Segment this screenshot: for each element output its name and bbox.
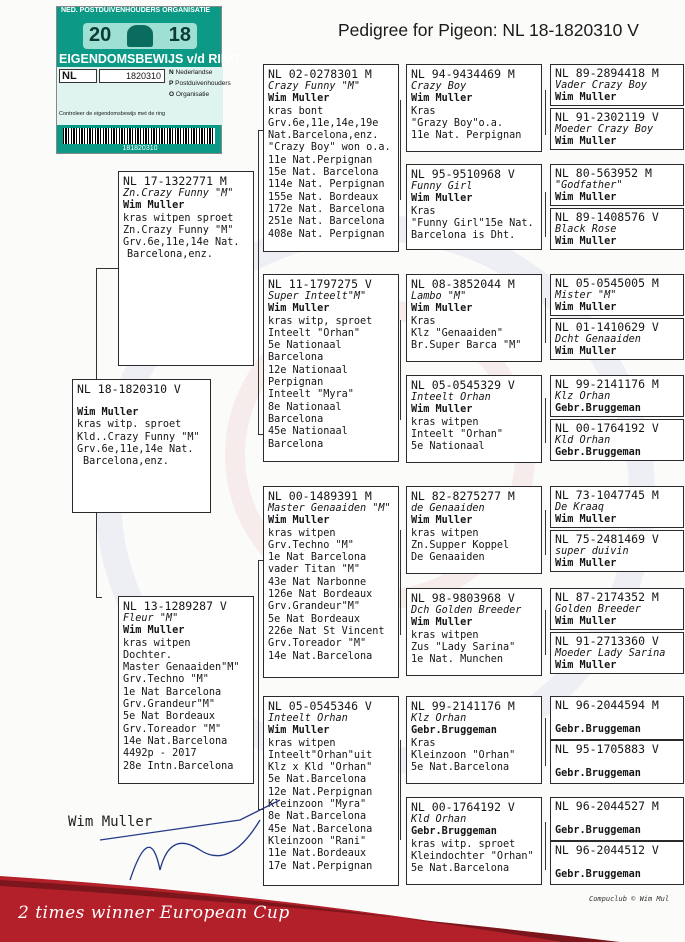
pigeon-name: Moeder Crazy Boy <box>555 124 654 135</box>
owner: Wim Muller <box>555 302 617 314</box>
info-line: Kleinzoon "Orhan" <box>411 749 516 761</box>
pigeon-sire <box>118 171 254 366</box>
info-line: 17e Nat.Perpignan <box>268 860 373 872</box>
info-line: 226e Nat St Vincent <box>268 625 385 637</box>
pigeon-name: Crazy Funny "M" <box>268 81 361 92</box>
ring-number: NL 95-9510968 V <box>411 167 515 181</box>
pigeon-g6 <box>550 318 684 360</box>
info-line: 43e Nat Narbonne <box>268 576 367 588</box>
info-line: De Genaaiden <box>411 552 485 564</box>
info-line: 15e Nat. Barcelona <box>268 167 379 179</box>
owner: Wim Muller <box>555 514 617 526</box>
pigeon-ggp7 <box>406 696 542 784</box>
ring-number: NL 91-2713360 V <box>555 634 659 648</box>
info-line: 172e Nat. Barcelona <box>268 203 385 215</box>
pigeon-name: de Genaaiden <box>411 503 485 514</box>
pigeon-name: Crazy Boy <box>411 81 467 92</box>
info-line: 11e Nat. Perpignan <box>411 130 522 142</box>
pigeon-name: Klz Orhan <box>411 713 467 724</box>
ring-number: NL 96-2044527 M <box>555 799 659 813</box>
pigeon-name: Black Rose <box>555 224 617 235</box>
info-line: Barcelona <box>268 438 324 450</box>
ring-number: NL 01-1410629 V <box>555 320 659 334</box>
pigeon-name: Klz Orhan <box>555 391 611 402</box>
owner: Wim Muller <box>123 200 185 212</box>
signature-name: Wim Muller <box>68 814 153 830</box>
info-line: Kleinzoon "Myra" <box>268 799 367 811</box>
info-line: Inteelt"Orhan"uit <box>268 749 373 761</box>
info-line: 5e Nationaal <box>268 340 342 352</box>
info-line: "Crazy Boy" won o.a. <box>268 142 391 154</box>
info-line: 1e Nat. Munchen <box>411 654 504 666</box>
pigeon-dam <box>118 596 254 784</box>
footer-credit: Compuclub © Wim Mul <box>589 895 670 903</box>
info-line: Grv.6e,11e,14e,19e <box>268 117 379 129</box>
pigeon-name <box>555 813 679 825</box>
info-line: 11e Nat.Bordeaux <box>268 848 367 860</box>
ring-number: NL 99-2141176 M <box>411 699 515 713</box>
info-line: 1e Nat Barcelona <box>123 686 222 698</box>
info-line: Kras <box>411 205 436 217</box>
pigeon-name: Dcht Genaaiden <box>555 334 641 345</box>
ring-number: NL 11-1797275 V <box>268 277 372 291</box>
pigeon-name: "Godfather" <box>555 180 623 191</box>
info-line: Br.Super Barca "M" <box>411 340 522 352</box>
info-line: Nat.Barcelona,enz. <box>268 130 379 142</box>
info-line: kras witpen <box>411 629 479 641</box>
owner: Wim Muller <box>268 303 330 315</box>
card-year-right: 18 <box>168 24 191 46</box>
info-line: Kras <box>411 737 436 749</box>
info-line: 4492p - 2017 <box>123 748 197 760</box>
connector-line <box>400 100 401 200</box>
info-line: Barcelona is Dht. <box>411 230 516 242</box>
info-line: 12e Nat.Perpignan <box>268 786 373 798</box>
pigeon-g14 <box>550 740 684 784</box>
owner: Wim Muller <box>411 303 473 315</box>
connector-line <box>96 597 102 598</box>
info-line: Grv.Toreador "M" <box>268 638 367 650</box>
connector-line <box>545 90 546 135</box>
pigeon-g8 <box>550 419 684 461</box>
info-line: Grv.Techno "M" <box>123 674 209 686</box>
ring-number: NL 17-1322771 M <box>123 174 227 188</box>
pigeon-g4 <box>550 208 684 250</box>
pigeon-g7 <box>550 375 684 417</box>
pigeon-name: Fleur "M" <box>123 613 179 624</box>
info-line: Perpignan <box>268 377 324 389</box>
ring-number: NL 91-2302119 V <box>555 110 659 124</box>
info-line: Zn.Supper Koppel <box>411 539 510 551</box>
card-barcode <box>63 128 215 144</box>
owner: Wim Muller <box>268 725 330 737</box>
ring-number: NL 80-563952 M <box>555 166 652 180</box>
card-year-badge <box>83 23 197 49</box>
connector-line <box>545 298 546 343</box>
owner: Wim Muller <box>268 515 330 527</box>
pigeon-g11 <box>550 588 684 630</box>
pigeon-name: super duivin <box>555 546 629 557</box>
info-line: Kleindochter "Orhan" <box>411 850 534 862</box>
owner: Wim Muller <box>555 92 617 104</box>
info-line: Dochter. <box>123 649 173 661</box>
ring-number: NL 13-1289287 V <box>123 599 227 613</box>
pigeon-name: De Kraaq <box>555 502 605 513</box>
info-line: kras witpen <box>411 416 479 428</box>
pigeon-name: Lambo "M" <box>411 291 467 302</box>
ring-number: NL 75-2481469 V <box>555 532 659 546</box>
info-line: Grv.6e,11e,14e Nat. <box>123 237 240 249</box>
info-line: 8e Nat.Barcelona <box>268 811 367 823</box>
connector-line <box>400 320 401 420</box>
info-line: 408e Nat. Perpignan <box>268 228 385 240</box>
ring-number: NL 00-1764192 V <box>555 421 659 435</box>
owner: Wim Muller <box>411 617 473 629</box>
card-letter-o: O Organisatie <box>169 91 210 98</box>
card-letter-n: N Nederlandse <box>169 69 213 76</box>
info-line: 8e Nationaal <box>268 401 342 413</box>
info-line: vader Titan "M" <box>268 564 361 576</box>
owner: Gebr.Bruggeman <box>555 447 641 459</box>
pigeon-name: Master Genaaiden "M" <box>268 503 391 514</box>
info-line: 114e Nat. Perpignan <box>268 179 385 191</box>
ring-number: NL 02-0278301 M <box>268 67 372 81</box>
pigeon-g12 <box>550 632 684 674</box>
pigeon-name: Kld Orhan <box>411 814 467 825</box>
info-line: Barcelona <box>268 352 324 364</box>
info-line: Kras <box>411 315 436 327</box>
owner: Gebr.Bruggeman <box>555 403 641 415</box>
ring-number: NL 99-2141176 M <box>555 377 659 391</box>
connector-line <box>545 510 546 555</box>
pigeon-ggp5 <box>406 486 542 574</box>
info-line: kras witp. sproet <box>411 838 516 850</box>
info-line: 14e Nat.Barcelona <box>268 650 373 662</box>
pigeon-ggp3 <box>406 274 542 362</box>
pigeon-g5 <box>550 274 684 316</box>
pigeon-main <box>72 379 211 513</box>
ring-number: NL 05-0545329 V <box>411 378 515 392</box>
info-line: Kras <box>411 105 436 117</box>
ring-number: NL 96-2044594 M <box>555 698 659 712</box>
owner: Wim Muller <box>268 93 330 105</box>
ring-number: NL 89-2894418 M <box>555 66 659 80</box>
pigeon-g2 <box>550 108 684 150</box>
owner: Wim Muller <box>555 616 617 628</box>
info-line: Barcelona <box>268 413 324 425</box>
pigeon-g9 <box>550 486 684 528</box>
pigeon-name: Super Inteelt"M" <box>268 291 367 302</box>
connector-line <box>258 560 259 810</box>
info-line: 45e Nat.Barcelona <box>268 823 373 835</box>
info-line: Grv.Grandeur"M" <box>268 601 361 613</box>
ring-number: NL 98-9803968 V <box>411 591 515 605</box>
info-line: 12e Nationaal <box>268 364 348 376</box>
owner: Wim Muller <box>555 346 617 358</box>
info-line: Grv.Techno "M" <box>268 539 354 551</box>
pigeon-name: Golden Breeder <box>555 604 641 615</box>
ring-number: NL 82-8275277 M <box>411 489 515 503</box>
info-line: "Grazy Boy"o.a. <box>411 117 504 129</box>
info-line: Grv.Grandeur"M" <box>123 699 216 711</box>
page-title: Pedigree for Pigeon: NL 18-1820310 V <box>338 20 639 40</box>
pigeon-name: Mister "M" <box>555 290 617 301</box>
info-line: Inteelt "Myra" <box>268 389 354 401</box>
pigeon-name: Funny Girl <box>411 181 473 192</box>
connector-line <box>96 268 118 269</box>
info-line: Zus "Lady Sarina" <box>411 641 516 653</box>
owner: Gebr.Bruggeman <box>555 869 641 880</box>
pigeon-ggp4 <box>406 375 542 463</box>
info-line: Kld..Crazy Funny "M" <box>77 431 200 443</box>
info-line: kras witp, sproet <box>268 315 373 327</box>
owner: Wim Muller <box>555 236 617 248</box>
card-country: NL <box>62 70 77 82</box>
connector-line <box>545 610 546 655</box>
card-title: EIGENDOMSBEWIJS v/d RING <box>59 52 240 66</box>
info-line: 126e Nat Bordeaux <box>268 589 373 601</box>
ring-number: NL 89-1408576 V <box>555 210 659 224</box>
info-line: 45e Nationaal <box>268 426 348 438</box>
pigeon-name <box>555 756 679 768</box>
signature-scribble <box>90 780 310 890</box>
owner: Wim Muller <box>123 625 185 637</box>
ring-number: NL 94-9434469 M <box>411 67 515 81</box>
card-letter-p: P Postduivenhouders <box>169 80 231 87</box>
pigeon-ggp1 <box>406 64 542 152</box>
info-line: Klz "Genaaiden" <box>411 327 504 339</box>
pigeon-g13 <box>550 696 684 740</box>
owner: Wim Muller <box>411 515 473 527</box>
owner: Wim Muller <box>411 93 473 105</box>
connector-line <box>545 718 546 766</box>
info-line: Klz x Kld "Orhan" <box>268 762 373 774</box>
pigeon-gp3 <box>263 486 399 678</box>
card-year-left: 20 <box>89 24 112 46</box>
pigeon-g15 <box>550 797 684 841</box>
info-line: Barcelona,enz. <box>83 456 169 468</box>
info-line: 5e Nat.Barcelona <box>268 774 367 786</box>
ring-number: NL 05-0545005 M <box>555 276 659 290</box>
owner: Wim Muller <box>411 193 473 205</box>
card-small-text: Controleer de eigendomsbewijs met de ring <box>59 111 166 117</box>
info-line: Zn.Crazy Funny "M" <box>123 224 234 236</box>
info-line: 11e Nat.Perpignan <box>268 154 373 166</box>
ring-number: NL 95-1705883 V <box>555 742 659 756</box>
ring-number: NL 96-2044512 V <box>555 843 659 857</box>
info-line: 5e Nat.Barcelona <box>411 762 510 774</box>
pigeon-g1 <box>550 64 684 106</box>
owner: Gebr.Bruggeman <box>411 725 497 737</box>
owner: Gebr.Bruggeman <box>555 724 641 735</box>
info-line: kras witpen sproet <box>123 212 234 224</box>
pigeon-name <box>555 857 679 869</box>
info-line: "Funny Girl"15e Nat. <box>411 217 534 229</box>
pigeon-ggp6 <box>406 588 542 676</box>
owner: Wim Muller <box>77 407 139 418</box>
info-line: 1e Nat Barcelona <box>268 552 367 564</box>
info-line: 14e Nat.Barcelona <box>123 735 228 747</box>
card-country-box <box>59 69 97 83</box>
info-line: kras witp. sproet <box>77 419 182 431</box>
pigeon-name: Moeder Lady Sarina <box>555 648 666 659</box>
pigeon-gp1 <box>263 64 399 252</box>
footer-slogan: 2 times winner European Cup <box>18 903 290 923</box>
owner: Gebr.Bruggeman <box>555 825 641 836</box>
info-line: Barcelona,enz. <box>127 249 213 261</box>
info-line: kras witpen <box>411 527 479 539</box>
owner: Wim Muller <box>555 558 617 570</box>
info-line: 251e Nat. Barcelona <box>268 216 385 228</box>
pigeon-name: Inteelt Orhan <box>411 392 491 403</box>
card-ring-box <box>99 69 165 83</box>
pigeon-name: Dch Golden Breeder <box>411 605 522 616</box>
owner: Wim Muller <box>555 136 617 148</box>
pigeon-ggp8 <box>406 797 542 885</box>
pigeon-gp2 <box>263 274 399 462</box>
info-line: Inteelt "Orhan" <box>268 327 361 339</box>
connector-line <box>545 192 546 237</box>
ring-number: NL 87-2174352 M <box>555 590 659 604</box>
pigeon-name: Kld Orhan <box>555 435 611 446</box>
connector-line <box>400 530 401 635</box>
owner: Gebr.Bruggeman <box>411 826 497 838</box>
card-top-text: NED. POSTDUIVENHOUDERS ORGANISATIE <box>61 7 211 14</box>
card-barcode-number: 181820310 <box>122 145 158 152</box>
info-line: 5e Nationaal <box>411 441 485 453</box>
ring-number: NL 18-1820310 V <box>77 382 181 396</box>
info-line: Grv.Toreador "M" <box>123 723 222 735</box>
ring-number: NL 00-1764192 V <box>411 800 515 814</box>
info-line: Master Genaaiden"M" <box>123 662 240 674</box>
info-line: kras witpen <box>268 527 336 539</box>
pigeon-g10 <box>550 530 684 572</box>
card-lion-icon <box>127 25 153 47</box>
info-line: 5e Nat Bordeaux <box>123 711 216 723</box>
info-line: kras witpen <box>123 637 191 649</box>
info-line: Kleinzoon "Rani" <box>268 835 367 847</box>
pigeon-name: Vader Crazy Boy <box>555 80 648 91</box>
ring-number: NL 00-1489391 M <box>268 489 372 503</box>
pigeon-name: Inteelt Orhan <box>268 713 348 724</box>
card-ring-number: 1820310 <box>125 71 161 81</box>
connector-line <box>545 822 546 870</box>
ring-number: NL 05-0545346 V <box>268 699 372 713</box>
owner: Wim Muller <box>411 404 473 416</box>
info-line: Grv.6e,11e,14e Nat. <box>77 443 194 455</box>
card-white-panel <box>57 67 231 125</box>
info-line: 28e Intn.Barcelona <box>123 760 234 772</box>
info-line: 5e Nat.Barcelona <box>411 863 510 875</box>
info-line: 5e Nat Bordeaux <box>268 613 361 625</box>
pigeon-name: Zn.Crazy Funny "M" <box>123 188 234 199</box>
connector-line <box>258 130 259 435</box>
owner: Wim Muller <box>555 192 617 204</box>
pigeon-g3 <box>550 164 684 206</box>
pigeon-name <box>555 712 679 724</box>
info-line: kras witpen <box>268 737 336 749</box>
connector-line <box>400 740 401 840</box>
info-line: Inteelt "Orhan" <box>411 428 504 440</box>
ring-number: NL 73-1047745 M <box>555 488 659 502</box>
owner: Gebr.Bruggeman <box>555 768 641 779</box>
ring-number: NL 08-3852044 M <box>411 277 515 291</box>
owner: Wim Muller <box>555 660 617 672</box>
pigeon-ggp2 <box>406 164 542 250</box>
ownership-card <box>56 6 240 154</box>
connector-line <box>545 398 546 443</box>
info-line: 155e Nat. Bordeaux <box>268 191 379 203</box>
info-line: kras bont <box>268 105 324 117</box>
